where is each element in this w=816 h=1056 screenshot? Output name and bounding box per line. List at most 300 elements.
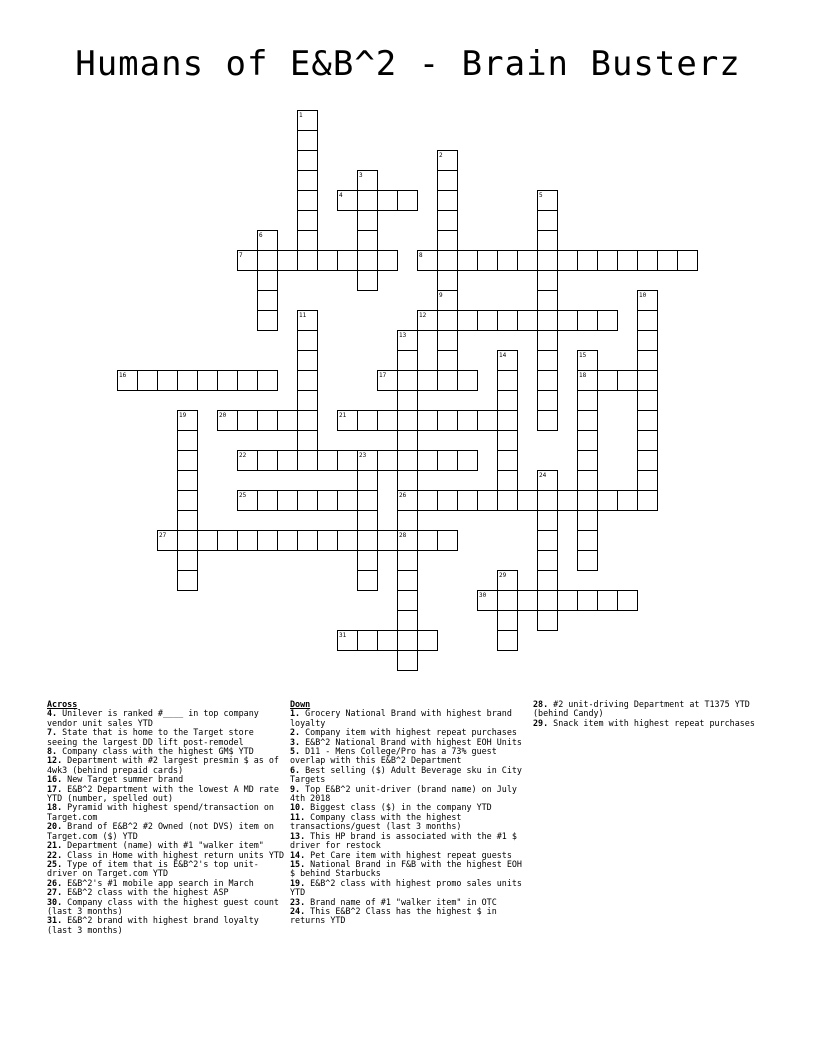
grid-cell[interactable] bbox=[478, 311, 498, 331]
grid-cell[interactable] bbox=[178, 451, 198, 471]
grid-cell[interactable] bbox=[498, 311, 518, 331]
grid-cell[interactable] bbox=[678, 251, 698, 271]
clue-number: 21. bbox=[47, 840, 63, 851]
cell-number: 26 bbox=[399, 492, 407, 499]
clue-text: This HP brand is associated with the #1 $ driver for restock bbox=[290, 830, 517, 851]
grid-cell[interactable] bbox=[498, 431, 518, 451]
grid-cell[interactable] bbox=[538, 611, 558, 631]
grid-cell[interactable] bbox=[438, 191, 458, 211]
grid-cell[interactable] bbox=[278, 411, 298, 431]
grid-cell[interactable] bbox=[398, 411, 418, 431]
cell-number: 15 bbox=[579, 352, 587, 359]
grid-cell[interactable] bbox=[498, 451, 518, 471]
grid-cell[interactable] bbox=[318, 531, 338, 551]
clue-number: 1. bbox=[290, 708, 301, 719]
clue-item bbox=[290, 766, 530, 785]
grid-cell[interactable] bbox=[518, 591, 538, 611]
clue-text: Pet Care item with highest repeat guests bbox=[305, 849, 512, 860]
grid-cell[interactable] bbox=[378, 631, 398, 651]
cell-number: 16 bbox=[119, 372, 127, 379]
grid-cell[interactable] bbox=[258, 411, 278, 431]
grid-cell[interactable] bbox=[538, 331, 558, 351]
grid-cell[interactable] bbox=[538, 231, 558, 251]
grid-cell[interactable] bbox=[498, 631, 518, 651]
clue-text: Biggest class ($) in the company YTD bbox=[305, 802, 492, 813]
grid-cell[interactable] bbox=[538, 211, 558, 231]
clue-text: Best selling ($) Adult Beverage sku in City Targets bbox=[290, 764, 522, 785]
clue-text: #2 unit-driving Department at T1375 YTD (behind Candy) bbox=[533, 699, 750, 719]
grid-cell[interactable] bbox=[398, 451, 418, 471]
clue-number: 20. bbox=[47, 821, 63, 832]
grid-cell[interactable] bbox=[258, 311, 278, 331]
clue-number: 14. bbox=[290, 849, 306, 860]
clue-number: 6. bbox=[290, 764, 301, 775]
clue-number: 12. bbox=[47, 755, 63, 766]
grid-cell[interactable] bbox=[478, 251, 498, 271]
grid-cell[interactable] bbox=[478, 491, 498, 511]
grid-cell[interactable] bbox=[578, 591, 598, 611]
clue-text: E&B^2 class with highest promo sales units YTD bbox=[290, 877, 522, 898]
grid-cell[interactable] bbox=[578, 411, 598, 431]
clue-item bbox=[290, 879, 530, 898]
grid-cell[interactable] bbox=[258, 291, 278, 311]
clue-item bbox=[47, 916, 287, 935]
grid-cell[interactable] bbox=[438, 211, 458, 231]
cell-number: 17 bbox=[379, 372, 387, 379]
grid-cell[interactable] bbox=[398, 351, 418, 371]
grid-cell[interactable] bbox=[438, 171, 458, 191]
grid-cell[interactable] bbox=[178, 491, 198, 511]
grid-cell[interactable] bbox=[298, 231, 318, 251]
clue-text: Type of item that is E&B^2's top unit-driver on Target.com YTD bbox=[47, 858, 259, 879]
cell-number: 3 bbox=[359, 172, 363, 179]
grid-cell[interactable] bbox=[298, 331, 318, 351]
grid-cell[interactable] bbox=[418, 531, 438, 551]
clue-item bbox=[290, 907, 530, 926]
grid-cell[interactable] bbox=[638, 491, 658, 511]
clue-text: Company class with the highest guest count (last 3 months) bbox=[47, 896, 279, 916]
grid-cell[interactable] bbox=[398, 591, 418, 611]
grid-cell[interactable] bbox=[358, 511, 378, 531]
clue-text: National Brand in F&B with the highest EOH $ behind Starbucks bbox=[290, 858, 522, 879]
clue-number: 7. bbox=[47, 727, 58, 738]
grid-cell[interactable] bbox=[358, 411, 378, 431]
grid-cell[interactable] bbox=[498, 251, 518, 271]
grid-cell[interactable] bbox=[518, 251, 538, 271]
grid-cell[interactable] bbox=[258, 271, 278, 291]
grid-cell[interactable] bbox=[638, 331, 658, 351]
grid-cell[interactable] bbox=[518, 491, 538, 511]
clue-text: Unilever is ranked #____ in top company vendor unit sales YTD bbox=[47, 708, 259, 728]
grid-cell[interactable] bbox=[578, 451, 598, 471]
clue-text: State that is home to the Target store seeing the largest DD lift post-remodel bbox=[47, 727, 254, 747]
grid-cell[interactable] bbox=[398, 191, 418, 211]
grid-cell[interactable] bbox=[358, 231, 378, 251]
grid-cell[interactable] bbox=[458, 251, 478, 271]
grid-cell[interactable] bbox=[258, 451, 278, 471]
across-clues bbox=[47, 700, 287, 935]
grid-cell[interactable] bbox=[498, 591, 518, 611]
cell-number: 18 bbox=[579, 372, 587, 379]
clue-item bbox=[290, 860, 530, 879]
cell-number: 24 bbox=[539, 472, 547, 479]
grid-cell[interactable] bbox=[498, 411, 518, 431]
clue-text: New Target summer brand bbox=[62, 774, 184, 785]
clue-number: 28. bbox=[533, 699, 549, 709]
cell-number: 12 bbox=[419, 312, 427, 319]
grid-cell[interactable] bbox=[638, 371, 658, 391]
clue-number: 10. bbox=[290, 802, 306, 813]
grid-cell[interactable] bbox=[358, 491, 378, 511]
cell-number: 2 bbox=[439, 152, 443, 159]
grid-cell[interactable] bbox=[538, 491, 558, 511]
grid-cell[interactable] bbox=[638, 251, 658, 271]
grid-cell[interactable] bbox=[538, 311, 558, 331]
puzzle-title: Humans of E&B^2 - Brain Busterz bbox=[75, 44, 741, 84]
clue-number: 24. bbox=[290, 905, 306, 916]
grid-cell[interactable] bbox=[298, 131, 318, 151]
clue-item bbox=[47, 756, 287, 775]
clue-item bbox=[47, 803, 287, 822]
clue-item bbox=[290, 747, 530, 766]
cell-number: 20 bbox=[219, 412, 227, 419]
down-clues-continued bbox=[533, 700, 773, 728]
grid-cell[interactable] bbox=[318, 491, 338, 511]
grid-cell[interactable] bbox=[538, 531, 558, 551]
grid-cell[interactable] bbox=[178, 511, 198, 531]
clue-number: 18. bbox=[47, 802, 63, 813]
grid-cell[interactable] bbox=[438, 451, 458, 471]
down-clue-list-continued bbox=[533, 700, 773, 728]
grid-cell[interactable] bbox=[398, 611, 418, 631]
grid-cell[interactable] bbox=[378, 451, 398, 471]
clue-number: 29. bbox=[533, 717, 549, 728]
grid-cell[interactable] bbox=[618, 591, 638, 611]
grid-cell[interactable] bbox=[298, 371, 318, 391]
grid-cell[interactable] bbox=[378, 411, 398, 431]
grid-cell[interactable] bbox=[438, 331, 458, 351]
grid-cell[interactable] bbox=[538, 271, 558, 291]
grid-cell[interactable] bbox=[178, 531, 198, 551]
clue-number: 11. bbox=[290, 811, 306, 822]
grid-cell[interactable] bbox=[338, 451, 358, 471]
grid-cell[interactable] bbox=[298, 431, 318, 451]
grid-cell[interactable] bbox=[638, 311, 658, 331]
grid-cell[interactable] bbox=[298, 391, 318, 411]
grid-cell[interactable] bbox=[398, 391, 418, 411]
clue-text: E&B^2 class with the highest ASP bbox=[62, 887, 229, 898]
grid-cell[interactable] bbox=[458, 451, 478, 471]
grid-cell[interactable] bbox=[638, 431, 658, 451]
clue-text: Department with #2 largest presmin $ as of 4wk3 (behind prepaid cards) bbox=[47, 755, 279, 775]
grid-cell[interactable] bbox=[578, 311, 598, 331]
clue-number: 5. bbox=[290, 746, 301, 757]
grid-cell[interactable] bbox=[458, 411, 478, 431]
grid-cell[interactable] bbox=[558, 251, 578, 271]
grid-cell[interactable] bbox=[378, 251, 398, 271]
clue-item bbox=[47, 785, 287, 804]
grid-cell[interactable] bbox=[298, 451, 318, 471]
cell-number: 1 bbox=[299, 112, 303, 119]
grid-cell[interactable] bbox=[498, 391, 518, 411]
grid-cell[interactable] bbox=[258, 251, 278, 271]
clue-item bbox=[533, 700, 773, 719]
grid-cell[interactable] bbox=[558, 311, 578, 331]
grid-cell[interactable] bbox=[298, 351, 318, 371]
grid-cell[interactable] bbox=[638, 471, 658, 491]
grid-cell[interactable] bbox=[458, 491, 478, 511]
clue-item bbox=[290, 813, 530, 832]
grid-cell[interactable] bbox=[398, 631, 418, 651]
grid-cell[interactable] bbox=[238, 411, 258, 431]
clue-text: E&B^2 Department with the lowest A MD rate YTD (number, spelled out) bbox=[47, 783, 279, 804]
grid-cell[interactable] bbox=[418, 631, 438, 651]
grid-cell[interactable] bbox=[298, 171, 318, 191]
clue-text: E&B^2's #1 mobile app search in March bbox=[62, 877, 254, 888]
grid-cell[interactable] bbox=[538, 291, 558, 311]
grid-cell[interactable] bbox=[258, 371, 278, 391]
clue-text: Pyramid with highest spend/transaction on Target.com bbox=[47, 802, 274, 822]
clue-text: Grocery National Brand with highest brand loyalty bbox=[290, 708, 512, 728]
clue-text: Company item with highest repeat purchases bbox=[300, 727, 517, 738]
grid-cell[interactable] bbox=[358, 531, 378, 551]
clue-text: Snack item with highest repeat purchases bbox=[548, 717, 755, 728]
grid-cell[interactable] bbox=[638, 411, 658, 431]
grid-cell[interactable] bbox=[638, 351, 658, 371]
grid-cell[interactable] bbox=[498, 471, 518, 491]
grid-cell[interactable] bbox=[458, 371, 478, 391]
grid-cell[interactable] bbox=[298, 151, 318, 171]
grid-cell[interactable] bbox=[498, 371, 518, 391]
cell-number: 21 bbox=[339, 412, 347, 419]
grid-cell[interactable] bbox=[198, 531, 218, 551]
grid-cell[interactable] bbox=[258, 491, 278, 511]
grid-cell[interactable] bbox=[598, 311, 618, 331]
grid-cell[interactable] bbox=[418, 411, 438, 431]
grid-cell[interactable] bbox=[338, 251, 358, 271]
grid-cell[interactable] bbox=[538, 371, 558, 391]
grid-cell[interactable] bbox=[278, 491, 298, 511]
grid-cell[interactable] bbox=[638, 391, 658, 411]
grid-cell[interactable] bbox=[538, 551, 558, 571]
grid-cell[interactable] bbox=[498, 611, 518, 631]
grid-cell[interactable] bbox=[178, 471, 198, 491]
grid-cell[interactable] bbox=[618, 371, 638, 391]
clue-number: 25. bbox=[47, 858, 63, 869]
grid-cell[interactable] bbox=[438, 411, 458, 431]
grid-cell[interactable] bbox=[398, 511, 418, 531]
grid-cell[interactable] bbox=[418, 451, 438, 471]
grid-cell[interactable] bbox=[358, 251, 378, 271]
grid-cell[interactable] bbox=[398, 431, 418, 451]
grid-cell[interactable] bbox=[338, 531, 358, 551]
grid-cell[interactable] bbox=[298, 531, 318, 551]
cell-number: 30 bbox=[479, 592, 487, 599]
clue-text: Department (name) with #1 "walker item" bbox=[62, 840, 264, 851]
clue-item bbox=[290, 709, 530, 728]
grid-cell[interactable] bbox=[398, 371, 418, 391]
grid-cell[interactable] bbox=[558, 591, 578, 611]
grid-cell[interactable] bbox=[578, 431, 598, 451]
grid-cell[interactable] bbox=[258, 531, 278, 551]
clue-number: 27. bbox=[47, 887, 63, 898]
grid-cell[interactable] bbox=[598, 491, 618, 511]
grid-cell[interactable] bbox=[358, 571, 378, 591]
grid-cell[interactable] bbox=[638, 451, 658, 471]
grid-cell[interactable] bbox=[578, 511, 598, 531]
clue-item bbox=[47, 709, 287, 728]
grid-cell[interactable] bbox=[158, 371, 178, 391]
cell-number: 19 bbox=[179, 412, 187, 419]
grid-cell[interactable] bbox=[438, 531, 458, 551]
grid-cell[interactable] bbox=[318, 251, 338, 271]
down-header: Down bbox=[290, 699, 311, 709]
clue-item bbox=[47, 728, 287, 747]
grid-cell[interactable] bbox=[658, 251, 678, 271]
grid-cell[interactable] bbox=[178, 571, 198, 591]
grid-cell[interactable] bbox=[538, 351, 558, 371]
grid-cell[interactable] bbox=[418, 491, 438, 511]
grid-cell[interactable] bbox=[458, 311, 478, 331]
grid-cell[interactable] bbox=[538, 571, 558, 591]
cell-number: 28 bbox=[399, 532, 407, 539]
grid-cell[interactable] bbox=[278, 531, 298, 551]
grid-cell[interactable] bbox=[438, 371, 458, 391]
grid-cell[interactable] bbox=[438, 491, 458, 511]
clue-number: 13. bbox=[290, 830, 306, 841]
grid-cell[interactable] bbox=[438, 351, 458, 371]
grid-cell[interactable] bbox=[318, 451, 338, 471]
clue-text: Brand name of #1 "walker item" in OTC bbox=[305, 896, 497, 907]
clue-number: 19. bbox=[290, 877, 306, 888]
grid-cell[interactable] bbox=[578, 251, 598, 271]
grid-cell[interactable] bbox=[418, 371, 438, 391]
grid-cell[interactable] bbox=[538, 411, 558, 431]
grid-cell[interactable] bbox=[438, 251, 458, 271]
clue-text: Company class with the highest transactions/guest (last 3 months) bbox=[290, 811, 462, 832]
grid-cell[interactable] bbox=[298, 251, 318, 271]
grid-cell[interactable] bbox=[238, 371, 258, 391]
grid-cell[interactable] bbox=[438, 311, 458, 331]
cell-number: 22 bbox=[239, 452, 247, 459]
grid-cell[interactable] bbox=[398, 471, 418, 491]
grid-cell[interactable] bbox=[278, 251, 298, 271]
grid-cell[interactable] bbox=[598, 251, 618, 271]
clue-text: Brand of E&B^2 #2 Owned (not DVS) item on Target.com ($) YTD bbox=[47, 821, 274, 841]
grid-cell[interactable] bbox=[578, 491, 598, 511]
grid-cell[interactable] bbox=[618, 251, 638, 271]
clue-text: Top E&B^2 unit-driver (brand name) on July 4th 2018 bbox=[290, 783, 517, 804]
grid-cell[interactable] bbox=[358, 551, 378, 571]
grid-cell[interactable] bbox=[358, 471, 378, 491]
grid-cell[interactable] bbox=[538, 591, 558, 611]
clue-item bbox=[47, 822, 287, 841]
grid-cell[interactable] bbox=[238, 531, 258, 551]
cell-number: 4 bbox=[339, 192, 343, 199]
grid-cell[interactable] bbox=[178, 371, 198, 391]
cell-number: 23 bbox=[359, 452, 367, 459]
grid-cell[interactable] bbox=[338, 491, 358, 511]
grid-cell[interactable] bbox=[298, 491, 318, 511]
grid-cell[interactable] bbox=[538, 391, 558, 411]
cell-number: 7 bbox=[239, 252, 243, 259]
grid-cell[interactable] bbox=[598, 371, 618, 391]
down-clue-list bbox=[290, 709, 530, 925]
cell-number: 25 bbox=[239, 492, 247, 499]
grid-cell[interactable] bbox=[578, 391, 598, 411]
grid-cell[interactable] bbox=[578, 531, 598, 551]
grid-cell[interactable] bbox=[358, 631, 378, 651]
grid-cell[interactable] bbox=[578, 551, 598, 571]
clue-text: Class in Home with highest return units YTD bbox=[62, 849, 284, 860]
clue-item bbox=[290, 785, 530, 804]
grid-cell[interactable] bbox=[598, 591, 618, 611]
grid-cell[interactable] bbox=[518, 311, 538, 331]
grid-cell[interactable] bbox=[618, 491, 638, 511]
clue-number: 2. bbox=[290, 727, 301, 738]
grid-cell[interactable] bbox=[558, 491, 578, 511]
grid-cell[interactable] bbox=[398, 551, 418, 571]
clue-number: 22. bbox=[47, 849, 63, 860]
grid-cell[interactable] bbox=[178, 551, 198, 571]
grid-cell[interactable] bbox=[298, 191, 318, 211]
grid-cell[interactable] bbox=[298, 211, 318, 231]
clue-number: 15. bbox=[290, 858, 306, 869]
grid-cell[interactable] bbox=[178, 431, 198, 451]
grid-cell[interactable] bbox=[498, 491, 518, 511]
across-clue-list bbox=[47, 709, 287, 935]
grid-cell[interactable] bbox=[358, 211, 378, 231]
grid-cell[interactable] bbox=[218, 371, 238, 391]
grid-cell[interactable] bbox=[298, 411, 318, 431]
clue-item bbox=[290, 832, 530, 851]
clue-text: E&B^2 National Brand with highest EOH Units bbox=[300, 736, 522, 747]
clue-number: 9. bbox=[290, 783, 301, 794]
clue-item bbox=[47, 898, 287, 917]
grid-cell[interactable] bbox=[218, 531, 238, 551]
clue-number: 8. bbox=[47, 746, 58, 757]
grid-cell[interactable] bbox=[478, 411, 498, 431]
grid-cell[interactable] bbox=[378, 531, 398, 551]
grid-cell[interactable] bbox=[438, 231, 458, 251]
grid-cell[interactable] bbox=[358, 271, 378, 291]
cell-number: 10 bbox=[639, 292, 647, 299]
grid-cell[interactable] bbox=[378, 191, 398, 211]
grid-cell[interactable] bbox=[138, 371, 158, 391]
grid-cell[interactable] bbox=[578, 471, 598, 491]
cell-number: 8 bbox=[419, 252, 423, 259]
clue-number: 26. bbox=[47, 877, 63, 888]
grid-cell[interactable] bbox=[198, 371, 218, 391]
clue-number: 31. bbox=[47, 915, 63, 926]
clue-number: 17. bbox=[47, 783, 63, 794]
grid-cell[interactable] bbox=[538, 511, 558, 531]
cell-number: 6 bbox=[259, 232, 263, 239]
grid-cell[interactable] bbox=[358, 191, 378, 211]
cell-number: 13 bbox=[399, 332, 407, 339]
clue-text: This E&B^2 Class has the highest $ in returns YTD bbox=[290, 905, 497, 926]
grid-cell[interactable] bbox=[398, 651, 418, 671]
clue-item bbox=[47, 860, 287, 879]
grid-cell[interactable] bbox=[438, 271, 458, 291]
grid-cell[interactable] bbox=[398, 571, 418, 591]
grid-cell[interactable] bbox=[278, 451, 298, 471]
cell-number: 29 bbox=[499, 572, 507, 579]
clue-number: 23. bbox=[290, 896, 306, 907]
clue-number: 3. bbox=[290, 736, 301, 747]
grid-cell[interactable] bbox=[538, 251, 558, 271]
clue-text: Company class with the highest GM$ YTD bbox=[57, 746, 254, 757]
